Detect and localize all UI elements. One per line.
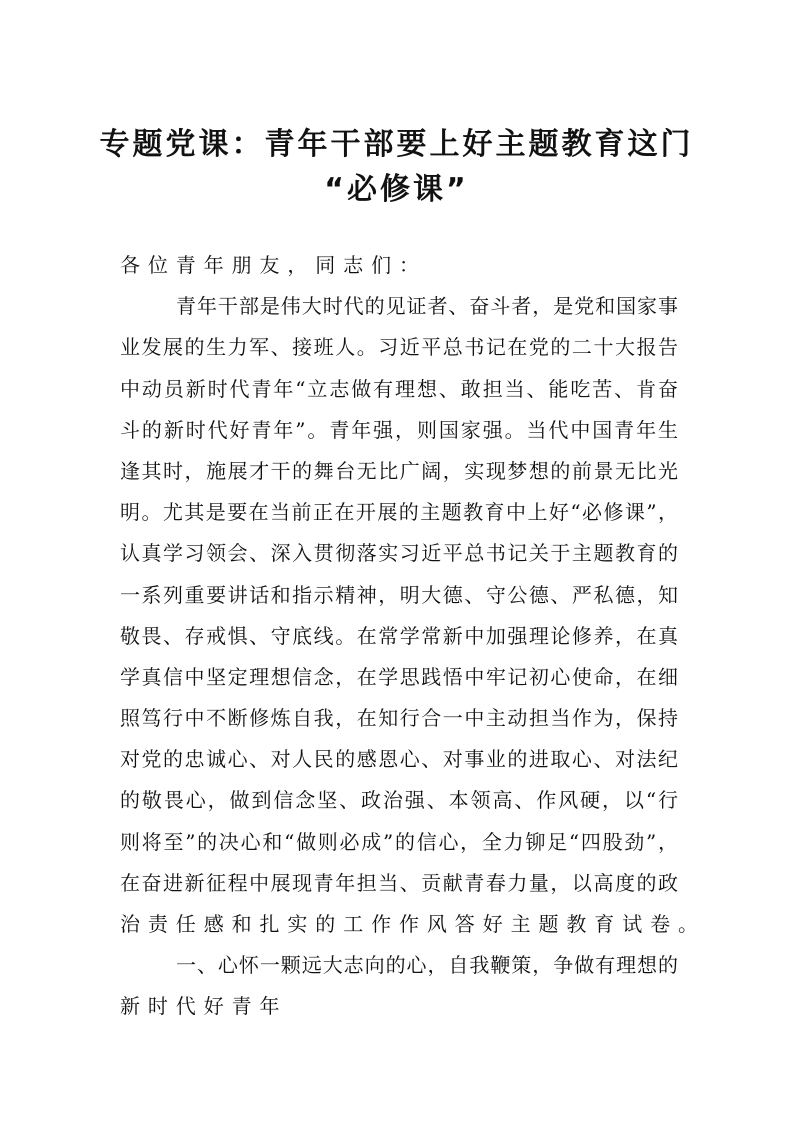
- paragraph-line: 认真学习领会、深入贯彻落实习近平总书记关于主题教育的: [120, 541, 678, 566]
- paragraph-line: 业发展的生力军、接班人。习近平总书记在党的二十大报告: [120, 335, 678, 360]
- document-title-line-1: 专题党课：青年干部要上好主题教育这门: [99, 127, 694, 162]
- section-heading-line: 一、心怀一颗远大志向的心，自我鞭策，争做有理想的: [176, 953, 678, 978]
- paragraph-line: 的敬畏心，做到信念坚、政治强、本领高、作风硬，以“行: [120, 788, 678, 813]
- paragraph-intro: [120, 286, 706, 945]
- paragraph-line: 治责任感和扎实的工作作风答好主题教育试卷。: [120, 912, 706, 936]
- section-heading-line: 新时代好青年: [120, 994, 288, 1019]
- paragraph-line: 斗的新时代好青年”。青年强，则国家强。当代中国青年生: [120, 417, 678, 442]
- greeting: 各位青年朋友，同志们：: [120, 253, 427, 277]
- paragraph-line: 明。尤其是要在当前正在开展的主题教育中上好“必修课”，: [120, 500, 678, 525]
- paragraph-line: 敬畏、存戒惧、守底线。在常学常新中加强理论修养，在真: [120, 623, 678, 648]
- paragraph-line: 在奋进新征程中展现青年担当、贡献青春力量，以高度的政: [120, 870, 678, 895]
- paragraph-line: 青年干部是伟大时代的见证者、奋斗者，是党和国家事: [176, 294, 678, 319]
- paragraph-line: 学真信中坚定理想信念，在学思践悟中牢记初心使命，在细: [120, 664, 678, 689]
- paragraph-line: 对党的忠诚心、对人民的感恩心、对事业的进取心、对法纪: [120, 747, 678, 772]
- paragraph-line: 逢其时，施展才干的舞台无比广阔，实现梦想的前景无比光: [120, 458, 678, 483]
- paragraph-line: 照笃行中不断修炼自我，在知行合一中主动担当作为，保持: [120, 706, 678, 731]
- document-title-line-2: “必修课”: [324, 172, 469, 207]
- document-body: [120, 245, 706, 1028]
- paragraph-line: 中动员新时代青年“立志做有理想、敢担当、能吃苦、肯奋: [120, 376, 678, 401]
- paragraph-line: 则将至”的决心和“做则必成”的信心，全力铆足“四股劲”，: [120, 829, 678, 854]
- section-heading-1: [120, 945, 678, 1027]
- paragraph-line: 一系列重要讲话和指示精神，明大德、守公德、严私德，知: [120, 582, 678, 607]
